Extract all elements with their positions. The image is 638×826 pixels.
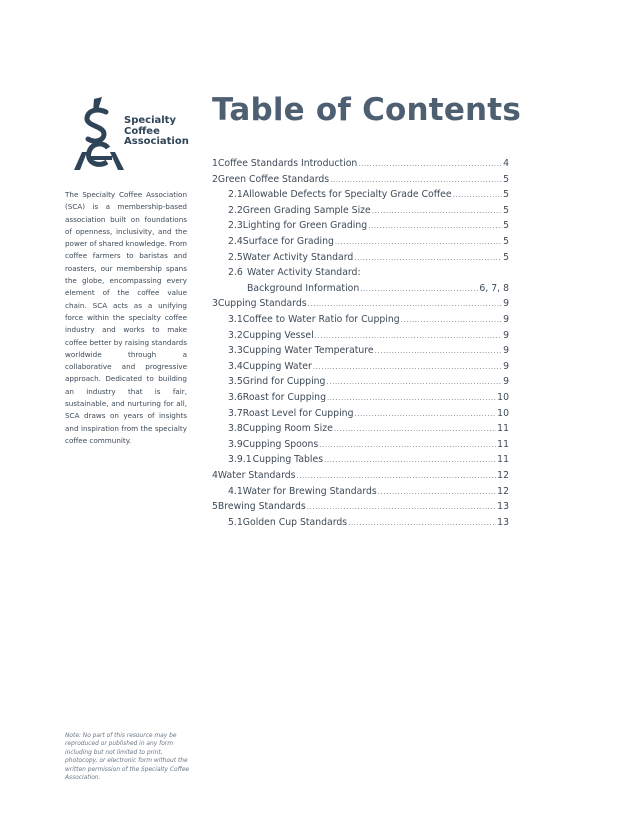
toc-page: 5 <box>503 173 509 185</box>
toc-label: Cupping Room Size <box>242 423 333 435</box>
toc-number: 2.2 <box>228 204 243 216</box>
toc-leader <box>308 297 503 312</box>
toc-label: Grind for Cupping <box>242 376 326 388</box>
toc-number: 3.3 <box>228 345 243 357</box>
toc-leader <box>401 313 502 328</box>
toc-number: 4.1 <box>228 485 243 497</box>
copyright-note: Note: No part of this resource may be reproduced or published in any form including but not limited to print, photocopy, or electronic form without the written permission of the Specialty Coffee Association. <box>65 733 190 782</box>
toc-label: Water Activity Standard: <box>247 267 361 279</box>
toc-leader <box>335 235 502 250</box>
toc-leader <box>297 469 497 484</box>
toc-page: 9 <box>503 345 509 357</box>
toc-page: 5 <box>503 204 509 216</box>
toc-label: Green Grading Sample Size <box>242 204 371 216</box>
logo-wordmark <box>124 116 189 148</box>
toc-number: 3.9.1 <box>228 454 252 466</box>
toc-leader <box>307 500 496 515</box>
toc-page: 12 <box>497 485 509 497</box>
toc-entry[interactable] <box>212 484 509 499</box>
toc-number: 3.5 <box>228 376 243 388</box>
logo-line-coffee: Coffee <box>124 125 160 137</box>
toc-label: Golden Cup Standards <box>242 516 348 528</box>
toc-number: 5.1 <box>228 516 243 528</box>
toc-label: Green Coffee Standards <box>217 173 330 185</box>
toc-label: Cupping Vessel <box>242 329 314 341</box>
toc-label: Coffee Standards Introduction <box>217 158 358 169</box>
toc-number: 4 <box>212 470 218 481</box>
toc-leader <box>327 391 496 406</box>
toc-entry[interactable] <box>212 406 509 421</box>
toc-number: 3.8 <box>228 423 243 435</box>
toc-label: Cupping Tables <box>252 454 324 466</box>
toc-leader <box>330 173 502 188</box>
toc-entry[interactable] <box>212 390 509 405</box>
toc-leader <box>324 453 496 468</box>
toc-number: 3.1 <box>228 314 243 325</box>
toc-label: Water for Brewing Standards <box>242 485 377 497</box>
toc-label: Roast for Cupping <box>242 392 326 403</box>
toc-page: 10 <box>497 407 509 419</box>
toc-leader <box>348 516 496 531</box>
page-title: Table of Contents <box>212 92 521 128</box>
toc-number: 3.7 <box>228 407 243 419</box>
toc-page: 13 <box>497 501 509 513</box>
toc-page: 13 <box>497 516 509 528</box>
toc-page: 9 <box>503 360 509 372</box>
toc-leader <box>453 188 503 203</box>
toc-label: Background Information <box>247 282 360 294</box>
toc-entry[interactable] <box>212 499 509 514</box>
toc-page: 5 <box>503 189 509 201</box>
toc-leader <box>319 438 496 453</box>
toc-entry[interactable] <box>212 234 509 249</box>
toc-entry[interactable] <box>212 265 509 280</box>
toc-entry[interactable] <box>212 343 509 358</box>
toc-page: 5 <box>503 236 509 247</box>
toc-page: 10 <box>497 392 509 403</box>
toc-entry[interactable] <box>212 203 509 218</box>
toc-number: 3.4 <box>228 360 243 372</box>
toc-number: 2.6 <box>228 267 243 279</box>
logo-line-association: Association <box>124 136 189 147</box>
toc-entry[interactable] <box>212 296 509 311</box>
toc-label: Coffee to Water Ratio for Cupping <box>242 314 400 325</box>
toc-number: 3.2 <box>228 329 243 341</box>
toc-entry[interactable] <box>212 468 509 483</box>
toc-entry[interactable] <box>212 172 509 187</box>
toc-page: 11 <box>497 423 509 435</box>
toc-entry[interactable] <box>212 421 509 436</box>
toc-entry[interactable] <box>212 187 509 202</box>
toc-entry[interactable] <box>212 452 509 467</box>
toc-page: 5 <box>503 251 509 263</box>
toc-leader <box>368 219 502 234</box>
toc-number: 2.4 <box>228 236 243 247</box>
toc-leader <box>360 282 478 297</box>
toc-page: 11 <box>497 454 509 466</box>
toc-entry[interactable] <box>212 374 509 389</box>
toc-page: 12 <box>497 470 509 481</box>
toc-entry[interactable] <box>212 328 509 343</box>
toc-entry[interactable] <box>212 437 509 452</box>
toc-label: Cupping Standards <box>217 298 307 310</box>
toc-leader <box>375 344 502 359</box>
sca-intro-text: The Specialty Coffee Association (SCA) is a membership-based association built on foundations of openness, inclusivity, and the power of shared knowledge. From coffee farmers to baristas and roasters, our membership spans the globe, encompassing every element of the coffee value chain. SCA acts as a unifying force within the specialty coffee industry and works to make coffee better by raising standards worldwide through a collaborative and progressive approach. Dedicated to building an industry that is fair, sustainable, and nurturing for all, SCA draws on years of insights and inspiration from the specialty coffee community. <box>65 190 187 445</box>
toc-leader <box>354 407 496 422</box>
toc-leader <box>358 157 502 172</box>
toc-number: 2.1 <box>228 189 243 201</box>
toc-page: 5 <box>503 220 509 232</box>
toc-label: Brewing Standards <box>217 501 306 513</box>
toc-leader <box>313 360 502 375</box>
toc-page: 6, 7, 8 <box>479 282 509 294</box>
toc-number: 2 <box>212 173 218 185</box>
toc-number: 3.6 <box>228 392 243 403</box>
toc-label: Cupping Water Temperature <box>242 345 374 357</box>
toc-leader <box>334 422 496 437</box>
toc-label: Surface for Grading <box>242 236 334 247</box>
toc-label: Cupping Water <box>242 360 312 372</box>
toc-leader <box>354 251 502 266</box>
toc-leader <box>315 329 502 344</box>
toc-leader <box>372 204 502 219</box>
toc-page: 9 <box>503 314 509 325</box>
toc-number: 3.9 <box>228 438 243 450</box>
toc-label: Water Activity Standard <box>242 251 354 263</box>
toc-entry[interactable] <box>212 515 509 530</box>
toc-number: 2.3 <box>228 220 243 232</box>
toc-entry[interactable] <box>212 312 509 327</box>
toc-number: 2.5 <box>228 251 243 263</box>
toc-entry[interactable] <box>212 156 509 171</box>
toc-number: 5 <box>212 501 218 513</box>
toc-number: 1 <box>212 158 218 169</box>
logo-line-specialty: Specialty <box>124 115 176 126</box>
toc-label: Roast Level for Cupping <box>242 407 354 419</box>
sca-logo-mark-icon <box>70 96 132 174</box>
toc-label: Allowable Defects for Specialty Grade Coffee <box>242 189 452 201</box>
sca-logo <box>70 96 190 174</box>
toc-leader <box>326 375 502 390</box>
toc-entry[interactable] <box>212 250 509 265</box>
toc-page: 9 <box>503 329 509 341</box>
toc-page: 9 <box>503 298 509 310</box>
toc-page: 9 <box>503 376 509 388</box>
toc-page: 11 <box>497 438 509 450</box>
toc-entry[interactable] <box>212 218 509 233</box>
toc-page: 4 <box>503 158 509 169</box>
toc-label: Lighting for Green Grading <box>242 220 368 232</box>
toc-label: Water Standards <box>217 470 296 481</box>
toc-leader <box>378 485 496 500</box>
toc-label: Cupping Spoons <box>242 438 319 450</box>
toc-entry[interactable] <box>212 281 509 296</box>
toc-number: 3 <box>212 298 218 310</box>
toc-entry[interactable] <box>212 359 509 374</box>
